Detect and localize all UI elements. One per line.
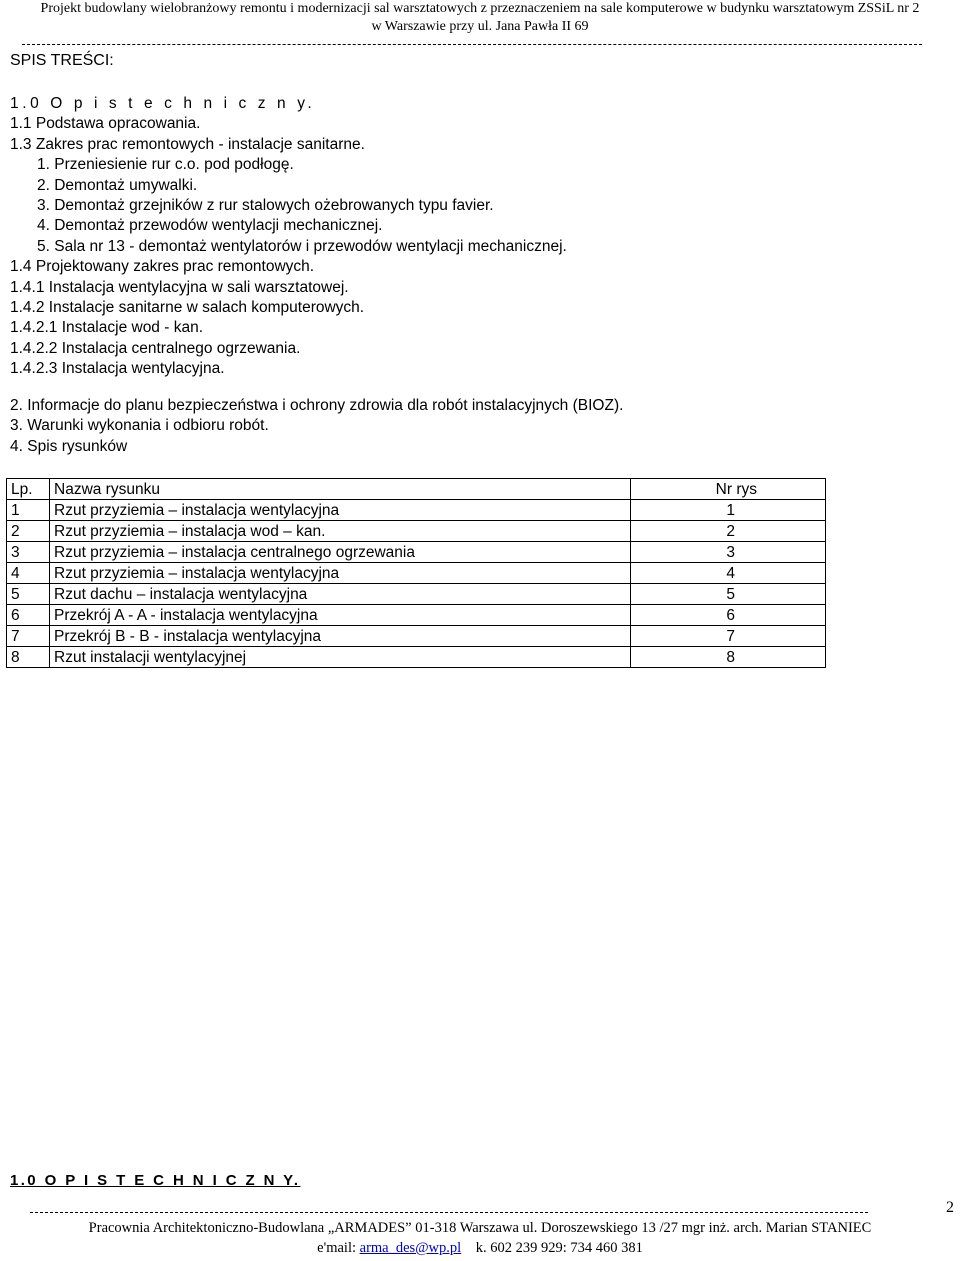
table-row [7, 521, 826, 542]
cell-lp: 4 [7, 563, 50, 584]
cell-lp: 6 [7, 605, 50, 626]
email-link[interactable]: arma_des@wp.pl [359, 1240, 462, 1256]
footer-divider [30, 1212, 868, 1213]
table-row [7, 605, 826, 626]
cell-lp: 1 [7, 500, 50, 521]
cell-nr: 7 [631, 626, 826, 647]
header-line-1: Projekt budowlany wielobranżowy remontu i modernizacji sal warsztatowych z przeznaczeniem na sale komputerowe w budynku warsztatowym ZSSiL nr 2 [40, 1, 920, 16]
toc-item: 4. Demontaż przewodów wentylacji mechanicznej. [37, 217, 383, 235]
cell-name: Przekrój A - A - instalacja wentylacyjna [50, 605, 631, 626]
page-header [0, 0, 960, 36]
drawings-table [6, 478, 826, 668]
cell-name: Rzut przyziemia – instalacja centralnego ogrzewania [50, 542, 631, 563]
phone-numbers: k. 602 239 929: 734 460 381 [475, 1240, 643, 1256]
email-label: e'mail: [317, 1240, 357, 1256]
toc-item: 1.4.2 Instalacje sanitarne w salach komputerowych. [10, 299, 365, 317]
table-row [7, 647, 826, 668]
drawings-header-row [7, 479, 826, 500]
cell-nr: 2 [631, 521, 826, 542]
footer-line-1: Pracownia Architektoniczno-Budowlana „ARMADES” 01-318 Warszawa ul. Doroszewskiego 13 /27 mgr inż. arch. Marian STANIEC [88, 1220, 872, 1236]
cell-lp: 3 [7, 542, 50, 563]
toc-item: 1.4.2.2 Instalacja centralnego ogrzewania. [10, 339, 301, 357]
cell-nr: 8 [631, 647, 826, 668]
toc-item: 5. Sala nr 13 - demontaż wentylatorów i przewodów wentylacji mechanicznej. [37, 237, 567, 255]
cell-nr: 6 [631, 605, 826, 626]
cell-nr: 5 [631, 584, 826, 605]
footer-line-2 [0, 1238, 960, 1258]
table-of-contents [10, 94, 567, 380]
header-name: Nazwa rysunku [50, 479, 631, 500]
section-title: 1.0 O P I S T E C H N I C Z N Y. [10, 1172, 301, 1189]
toc-item: 1.4.1 Instalacja wentylacyjna w sali warsztatowej. [10, 278, 349, 296]
cell-nr: 3 [631, 542, 826, 563]
cell-lp: 8 [7, 647, 50, 668]
cell-name: Rzut przyziemia – instalacja wod – kan. [50, 521, 631, 542]
toc-item: 1.0 O p i s t e c h n i c z n y. [10, 95, 316, 112]
table-row [7, 563, 826, 584]
toc-item: 2. Demontaż umywalki. [37, 176, 198, 194]
cell-name: Rzut instalacji wentylacyjnej [50, 647, 631, 668]
header-nr: Nr rys [631, 479, 826, 500]
cell-nr: 1 [631, 500, 826, 521]
toc-item: 2. Informacje do planu bezpieczeństwa i ochrony zdrowia dla robót instalacyjnych (BIOZ). [10, 397, 624, 414]
toc-item: 1.1 Podstawa opracowania. [10, 115, 201, 133]
table-row [7, 626, 826, 647]
cell-name: Rzut przyziemia – instalacja wentylacyjna [50, 500, 631, 521]
toc-item: 1.3 Zakres prac remontowych - instalacje sanitarne. [10, 135, 365, 153]
toc-item: 4. Spis rysunków [10, 437, 128, 455]
header-divider [22, 44, 922, 45]
toc-item: 1.4.2.1 Instalacje wod - kan. [10, 319, 204, 337]
cell-nr: 4 [631, 563, 826, 584]
toc-item: 3. Demontaż grzejników z rur stalowych ożebrowanych typu favier. [37, 197, 494, 215]
table-row [7, 542, 826, 563]
page-number: 2 [946, 1199, 954, 1216]
table-row [7, 584, 826, 605]
toc-item: 3. Warunki wykonania i odbioru robót. [10, 417, 269, 435]
table-of-contents-2 [10, 396, 623, 457]
cell-name: Rzut dachu – instalacja wentylacyjna [50, 584, 631, 605]
toc-item: 1.4.2.3 Instalacja wentylacyjna. [10, 360, 225, 378]
footer [0, 1218, 960, 1258]
cell-lp: 7 [7, 626, 50, 647]
cell-lp: 2 [7, 521, 50, 542]
cell-name: Rzut przyziemia – instalacja wentylacyjna [50, 563, 631, 584]
toc-title: SPIS TREŚCI: [10, 52, 114, 69]
toc-item: 1.4 Projektowany zakres prac remontowych. [10, 258, 315, 276]
cell-name: Przekrój B - B - instalacja wentylacyjna [50, 626, 631, 647]
header-lp: Lp. [7, 479, 50, 500]
table-row [7, 500, 826, 521]
toc-item: 1. Przeniesienie rur c.o. pod podłogę. [37, 156, 294, 174]
cell-lp: 5 [7, 584, 50, 605]
header-line-2: w Warszawie przy ul. Jana Pawła II 69 [371, 19, 589, 34]
